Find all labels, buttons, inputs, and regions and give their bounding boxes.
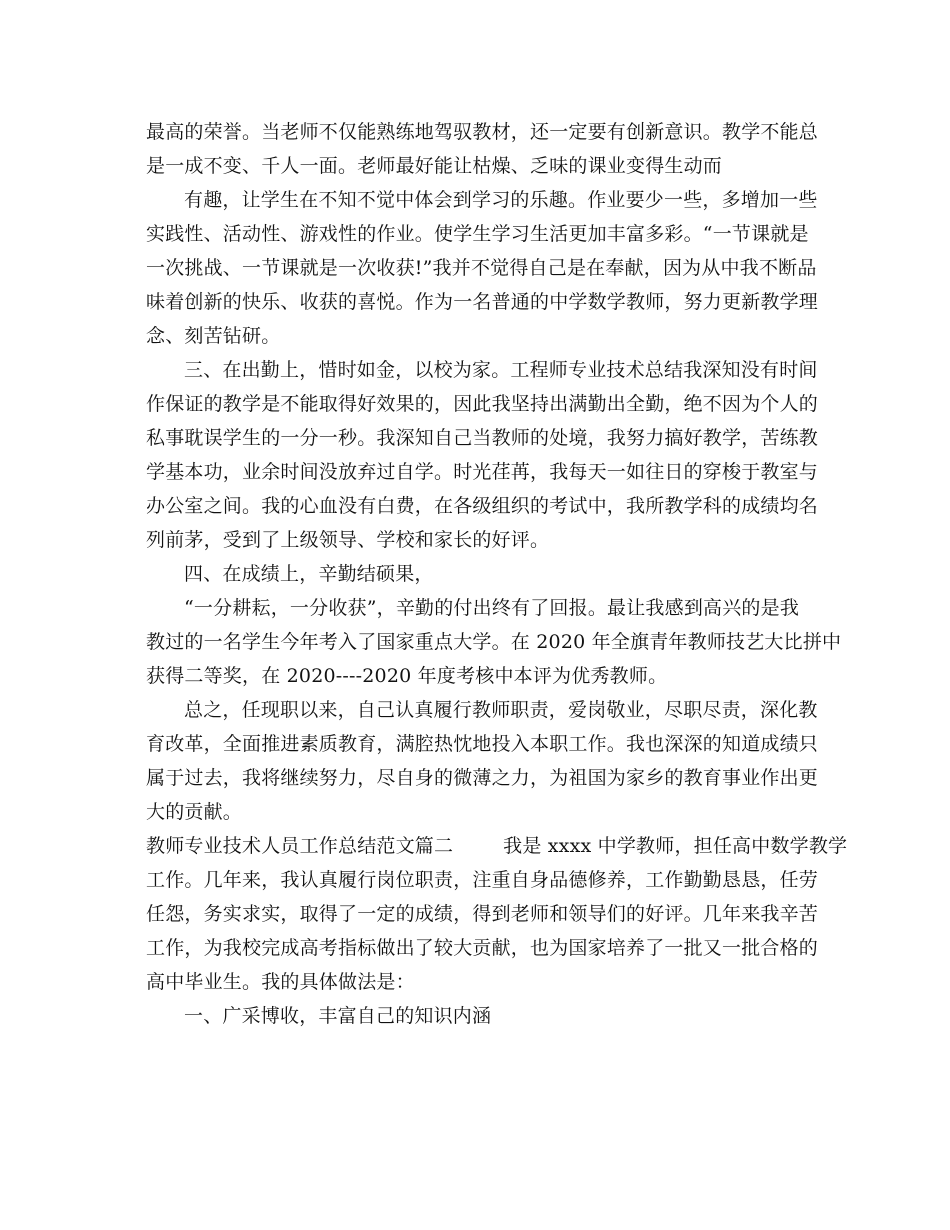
text-line: 三、在出勤上，惜时如金，以校为家。工程师专业技术总结我深知没有时间 <box>184 359 818 381</box>
text-line: 办公室之间。我的心血没有白费，在各级组织的考试中，我所教学科的成绩均名 <box>146 495 819 517</box>
text-line: 高中毕业生。我的具体做法是： <box>146 971 415 993</box>
text-line: 总之，任现职以来，自己认真履行教师职责，爱岗敬业，尽职尽责，深化教 <box>184 699 818 721</box>
text-line: 作保证的教学是不能取得好效果的，因此我坚持出满勤出全勤，绝不因为个人的 <box>146 393 819 415</box>
text-line: 最高的荣誉。当老师不仅能熟练地驾驭教材，还一定要有创新意识。教学不能总 <box>146 121 819 143</box>
text-line: 属于过去，我将继续努力，尽自身的微薄之力，为祖国为家乡的教育事业作出更 <box>146 767 819 789</box>
text-line: 工作。几年来，我认真履行岗位职责，注重自身品德修养，工作勤勤恳恳，任劳 <box>146 869 819 891</box>
text-line: 教师专业技术人员工作总结范文篇二 我是 xxxx 中学教师，担任高中数学教学 <box>146 835 848 857</box>
text-line: “一分耕耘，一分收获”，辛勤的付出终有了回报。最让我感到高兴的是我 <box>184 597 800 619</box>
text-line: 教过的一名学生今年考入了国家重点大学。在 2020 年全旗青年教师技艺大比拼中 <box>146 631 842 653</box>
text-line: 列前茅，受到了上级领导、学校和家长的好评。 <box>146 529 550 551</box>
text-line: 有趣，让学生在不知不觉中体会到学习的乐趣。作业要少一些，多增加一些 <box>184 189 818 211</box>
text-line: 四、在成绩上，辛勤结硕果， <box>184 563 434 585</box>
text-line: 任怨，务实求实，取得了一定的成绩，得到老师和领导们的好评。几年来我辛苦 <box>146 903 819 925</box>
text-line: 一、广采博收，丰富自己的知识内涵 <box>184 1005 492 1027</box>
text-line: 工作，为我校完成高考指标做出了较大贡献，也为国家培养了一批又一批合格的 <box>146 937 819 959</box>
text-line: 一次挑战、一节课就是一次收获!”我并不觉得自己是在奉献，因为从中我不断品 <box>146 257 817 279</box>
text-line: 育改革，全面推进素质教育，满腔热忱地投入本职工作。我也深深的知道成绩只 <box>146 733 819 755</box>
text-line: 获得二等奖，在 2020----2020 年度考核中本评为优秀教师。 <box>146 665 668 687</box>
text-line: 实践性、活动性、游戏性的作业。使学生学习生活更加丰富多彩。“一节课就是 <box>146 223 809 245</box>
text-line: 学基本功，业余时间没放弃过自学。时光荏苒，我每天一如往日的穿梭于教室与 <box>146 461 819 483</box>
text-line: 大的贡献。 <box>146 801 243 823</box>
text-line: 私事耽误学生的一分一秒。我深知自己当教师的处境，我努力搞好教学，苦练教 <box>146 427 819 449</box>
text-line: 味着创新的快乐、收获的喜悦。作为一名普通的中学数学教师，努力更新教学理 <box>146 291 819 313</box>
text-line: 念、刻苦钻研。 <box>146 325 281 347</box>
text-line: 是一成不变、千人一面。老师最好能让枯燥、乏味的课业变得生动而 <box>146 155 723 177</box>
